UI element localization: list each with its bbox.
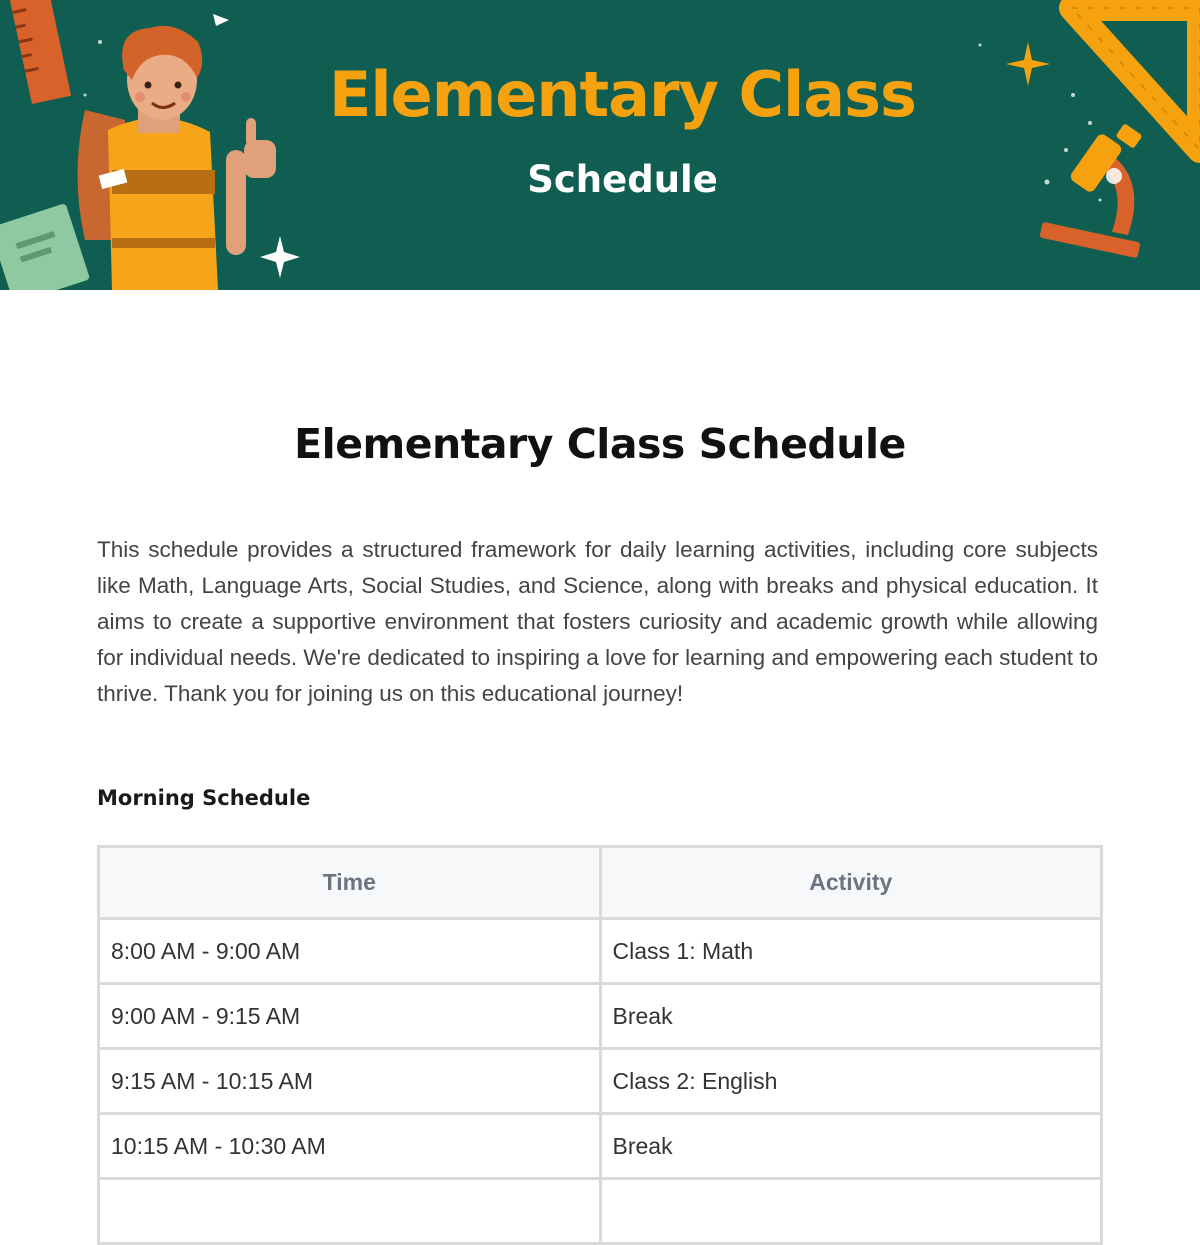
table-row — [99, 984, 1102, 1049]
time-cell — [99, 1179, 601, 1244]
activity-cell: Break — [600, 1114, 1102, 1179]
banner-subtitle: Schedule — [527, 158, 718, 201]
time-cell: 9:15 AM - 10:15 AM — [99, 1049, 601, 1114]
banner-title: Elementary Class — [329, 58, 916, 131]
table-row — [99, 1179, 1102, 1244]
activity-cell — [600, 1179, 1102, 1244]
time-column-header: Time — [99, 847, 601, 919]
time-cell: 10:15 AM - 10:30 AM — [99, 1114, 601, 1179]
notebook-icon — [0, 203, 90, 290]
table-row — [99, 919, 1102, 984]
document-title: Elementary Class Schedule — [294, 420, 906, 468]
paper-plane-icon — [213, 14, 229, 26]
intro-paragraph: This schedule provides a structured framework for daily learning activities, including core subjects like Math, Language Arts, Social Studies, and Science, along with breaks and physical education. It aims to create a supportive environment that fosters curiosity and academic growth while allowing for individual needs. We're dedicated to inspiring a love for learning and empowering each student to thrive. Thank you for joining us on this educational journey! — [97, 537, 1098, 706]
header-banner — [0, 0, 1200, 290]
activity-cell: Break — [600, 984, 1102, 1049]
table-header-row — [99, 847, 1102, 919]
table-row — [99, 1114, 1102, 1179]
table-row — [99, 1049, 1102, 1114]
activity-column-header: Activity — [600, 847, 1102, 919]
time-cell: 9:00 AM - 9:15 AM — [99, 984, 601, 1049]
banner-illustration — [0, 0, 1200, 290]
activity-cell: Class 2: English — [600, 1049, 1102, 1114]
activity-cell: Class 1: Math — [600, 919, 1102, 984]
time-cell: 8:00 AM - 9:00 AM — [99, 919, 601, 984]
morning-schedule-table — [97, 845, 1103, 1245]
sparkle-icon — [260, 236, 300, 278]
morning-schedule-heading: Morning Schedule — [97, 786, 311, 810]
